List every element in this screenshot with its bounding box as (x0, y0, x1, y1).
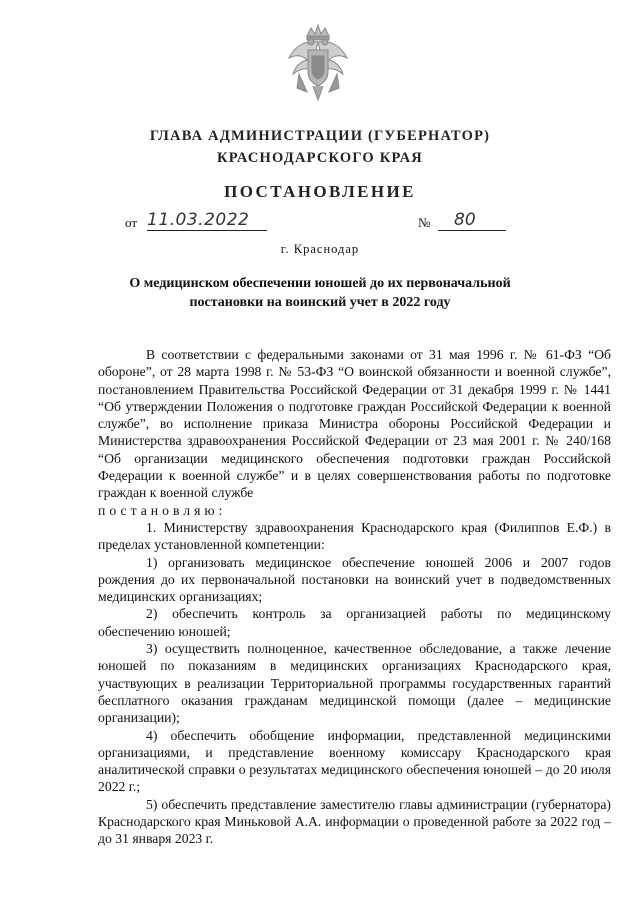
coat-of-arms-icon (285, 22, 351, 104)
number-prefix: № (418, 215, 431, 230)
subitem-5-paragraph: 5) обеспечить представление заместителю главы администрации (губернатора) Краснодарского края Миньковой А.А. информации о проведенной работе за 2022 год – до 31 января 2023 г. (98, 796, 611, 847)
decree-word: постановляю: (98, 502, 227, 518)
date-value: 11.03.2022 (147, 210, 267, 231)
date-prefix: от (125, 215, 138, 230)
document-title (110, 275, 530, 312)
number-value: 80 (438, 210, 506, 231)
document-type: ПОСТАНОВЛЕНИЕ (224, 182, 416, 201)
document-body (98, 346, 611, 848)
subitem-1-paragraph: 1) организовать медицинское обеспечение юношей 2006 и 2007 годов рождения до их первоначальной постановки на воинский учет в подведомственных медицинских организациях; (98, 554, 611, 605)
title-line-2: постановки на воинский учет в 2022 году (189, 294, 451, 310)
date-number-row (125, 210, 525, 235)
preamble-paragraph: В соответствии с федеральными законами от 31 мая 1996 г. № 61-ФЗ “Об обороне”, от 28 марта 1998 г. № 53-ФЗ “О воинской обязанности и военной службе”, постановлением Правительства Российской Федерации от 31 декабря 1999 г. № 1441 “Об утверждении Положения о подготовке граждан Российской Федерации к военной службе”, во исполнение приказа Министра обороны Российской Федерации и Министерства здравоохранения Российской Федерации от 23 мая 2001 г. № 240/168 “Об организации медицинского обеспечения подготовки граждан Российской Федерации к военной службе” и в целях совершенствования работы по подготовке граждан к военной службе (98, 347, 611, 501)
item-1-paragraph: 1. Министерству здравоохранения Краснодарского края (Филиппов Е.Ф.) в пределах установленной компетенции: (98, 519, 611, 553)
subitem-4-paragraph: 4) обеспечить обобщение информации, представленной медицинскими организациями, и представление военному комиссару Краснодарского края аналитической справки о результатах медицинского обеспечения юношей – до 20 июля 2022 г.; (98, 727, 611, 795)
city-label: г. Краснодар (280, 242, 360, 256)
title-line-1: О медицинском обеспечении юношей до их первоначальной (129, 276, 511, 291)
subitem-3-paragraph: 3) осуществить полноценное, качественное обследование, а также лечение юношей по показаниям в медицинских организациях Краснодарского края, участвующих в реализации Территориальной программы государственных гарантий бесплатного оказания гражданам медицинской помощи (далее – медицинские организации); (98, 641, 611, 726)
org-title-line-2: КРАСНОДАРСКОГО КРАЯ (217, 150, 423, 166)
subitem-2-paragraph: 2) обеспечить контроль за организацией работы по медицинскому обеспечению юношей; (98, 606, 611, 639)
org-title-line-1: ГЛАВА АДМИНИСТРАЦИИ (ГУБЕРНАТОР) (149, 128, 491, 144)
